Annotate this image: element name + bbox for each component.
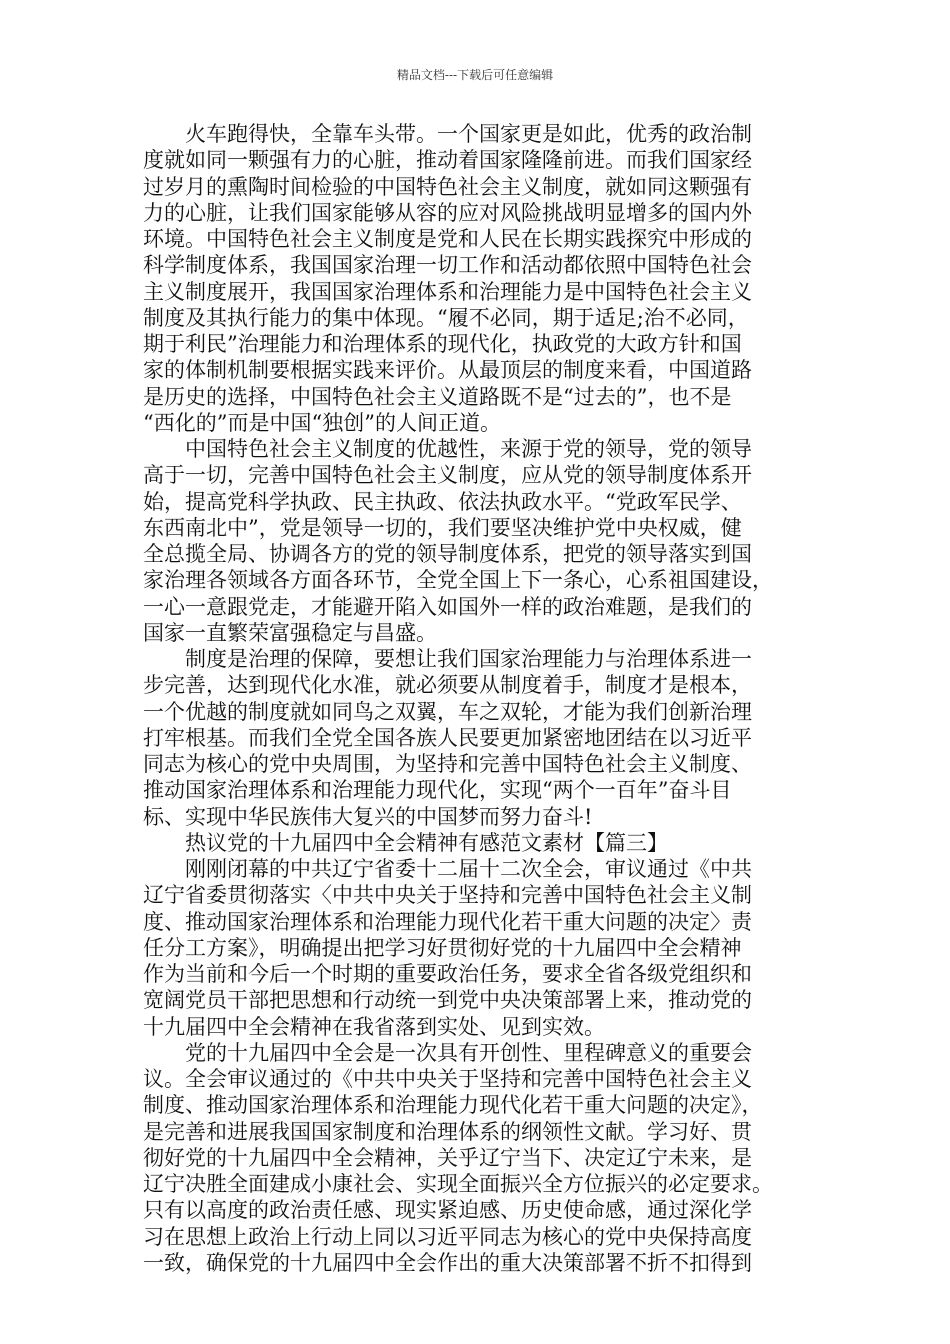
text-line: 环境。中国特色社会主义制度是党和人民在长期实践探究中形成的: [143, 227, 752, 251]
text-line: 主义制度展开，我国国家治理体系和治理能力是中国特色社会主义: [143, 279, 752, 304]
text-line: 科学制度体系，我国国家治理一切工作和活动都依照中国特色社会: [143, 253, 752, 278]
text-line: 东西南北中”，党是领导一切的，我们要坚决维护党中央权威，健: [143, 515, 742, 540]
text-line: 制度是治理的保障，要想让我们国家治理能力与治理体系进一: [185, 647, 752, 671]
text-line: 国家一直繁荣富强稳定与昌盛。: [143, 620, 437, 645]
text-line: 议。全会审议通过的《中共中央关于坚持和完善中国特色社会主义: [143, 1067, 752, 1091]
text-line: 刚刚闭幕的中共辽宁省委十二届十二次全会，审议通过《中共: [185, 857, 752, 881]
text-line: 期于利民”治理能力和治理体系的现代化，执政党的大政方针和国: [143, 332, 742, 356]
text-line: 制度、推动国家治理体系和治理能力现代化若干重大问题的决定》，: [143, 1093, 763, 1118]
text-line: 党的十九届四中全会是一次具有开创性、里程碑意义的重要会: [185, 1040, 752, 1065]
text-line: 一心一意跟党走，才能避开陷入如国外一样的政治难题，是我们的: [143, 594, 752, 619]
text-line: 高于一切，完善中国特色社会主义制度，应从党的领导制度体系开: [143, 463, 752, 488]
document-body: [143, 121, 823, 1276]
text-line: 全总揽全局、协调各方的党的领导制度体系，把党的领导落实到国: [143, 542, 752, 566]
text-line: 标、实现中华民族伟大复兴的中国梦而努力奋斗!: [143, 804, 593, 829]
section-heading: 热议党的十九届四中全会精神有感范文素材【篇三】: [185, 830, 668, 855]
text-line: 任分工方案》，明确提出把学习好贯彻好党的十九届四中全会精神: [143, 935, 742, 960]
text-line: “西化的”而是中国“独创”的人间正道。: [143, 410, 501, 435]
text-line: 制度及其执行能力的集中体现。“履不必同，期于适足;治不必同，: [143, 305, 749, 330]
text-line: 习在思想上政治上行动上同以习近平同志为核心的党中央保持高度: [143, 1224, 752, 1249]
text-line: 推动国家治理体系和治理能力现代化，实现“两个一百年”奋斗目: [143, 778, 732, 803]
text-line: 一致，确保党的十九届四中全会作出的重大决策部署不折不扣得到: [143, 1250, 752, 1275]
text-line: 过岁月的熏陶时间检验的中国特色社会主义制度，就如同这颗强有: [143, 174, 752, 199]
text-line: 彻好党的十九届四中全会精神，关乎辽宁当下、决定辽宁未来，是: [143, 1145, 752, 1170]
text-line: 十九届四中全会精神在我省落到实处、见到实效。: [143, 1014, 605, 1039]
text-line: 火车跑得快，全靠车头带。一个国家更是如此，优秀的政治制: [185, 122, 752, 146]
text-line: 作为当前和今后一个时期的重要政治任务，要求全省各级党组织和: [143, 962, 752, 986]
text-line: 是历史的选择，中国特色社会主义道路既不是“过去的”，也不是: [143, 384, 732, 409]
text-line: 中国特色社会主义制度的优越性，来源于党的领导，党的领导: [185, 437, 752, 461]
text-line: 同志为核心的党中央周围，为坚持和完善中国特色社会主义制度、: [143, 752, 752, 776]
text-line: 宽阔党员干部把思想和行动统一到党中央决策部署上来，推动党的: [143, 988, 752, 1013]
page-header: 精品文档---下载后可任意编辑: [396, 68, 554, 82]
text-line: 辽宁决胜全面建成小康社会、实现全面振兴全方位振兴的必定要求。: [143, 1172, 773, 1196]
text-line: 只有以高度的政治责任感、现实紧迫感、历史使命感，通过深化学: [143, 1198, 752, 1223]
text-line: 打牢根基。而我们全党全国各族人民要更加紧密地团结在以习近平: [143, 725, 752, 750]
text-line: 一个优越的制度就如同鸟之双翼，车之双轮，才能为我们创新治理: [143, 699, 752, 724]
text-line: 度、推动国家治理体系和治理能力现代化若干重大问题的决定〉责: [143, 909, 752, 934]
text-line: 辽宁省委贯彻落实〈中共中央关于坚持和完善中国特色社会主义制: [143, 883, 752, 908]
text-line: 家治理各领域各方面各环节，全党全国上下一条心，心系祖国建设，: [143, 568, 773, 593]
text-line: 度就如同一颗强有力的心脏，推动着国家隆隆前进。而我们国家经: [143, 148, 752, 173]
text-line: 步完善，达到现代化水准，就必须要从制度着手，制度才是根本，: [143, 673, 752, 698]
text-line: 力的心脏，让我们国家能够从容的应对风险挑战明显增多的国内外: [143, 200, 752, 225]
text-line: 是完善和进展我国国家制度和治理体系的纲领性文献。学习好、贯: [143, 1119, 752, 1144]
text-line: 始，提高党科学执政、民主执政、依法执政水平。“党政军民学、: [143, 489, 742, 514]
text-line: 家的体制机制要根据实践来评价。从最顶层的制度来看，中国道路: [143, 358, 752, 383]
